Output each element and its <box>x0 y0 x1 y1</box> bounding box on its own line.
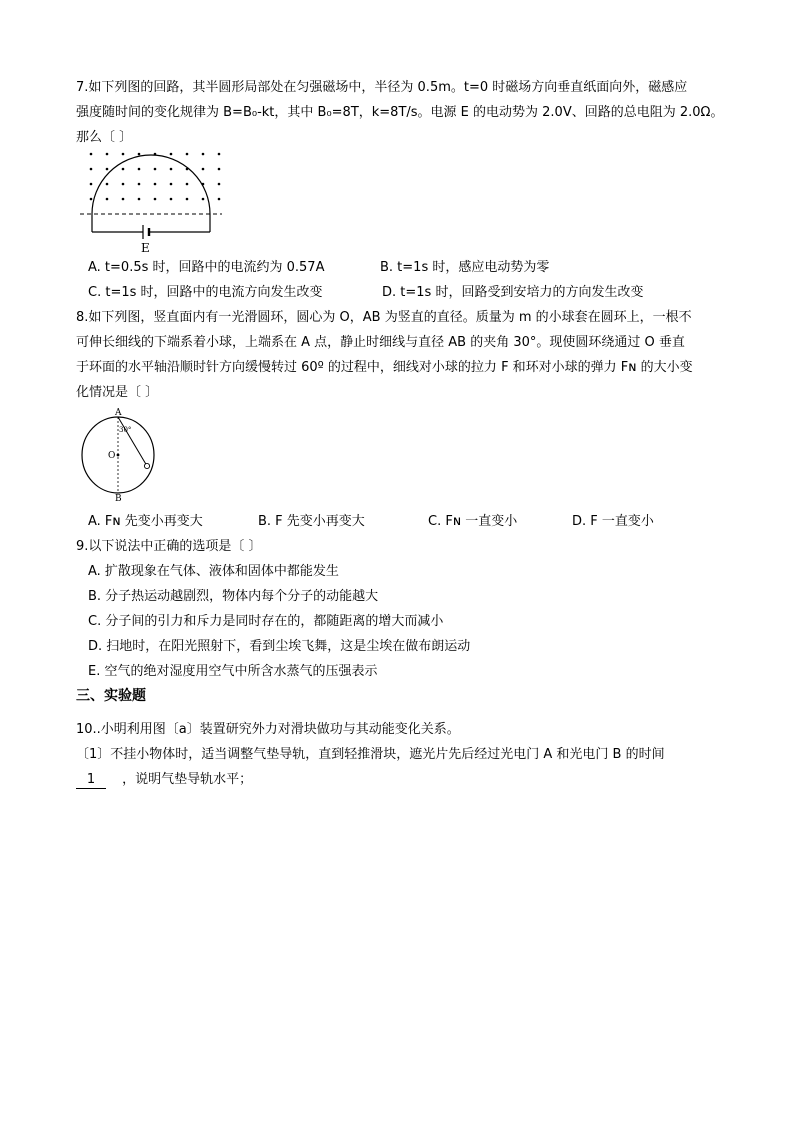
field-dot <box>122 168 125 171</box>
field-dot <box>170 198 173 201</box>
q8-option-a[interactable]: A. Fɴ 先变小再变大 <box>88 514 203 529</box>
field-dot <box>122 153 125 156</box>
q8-option-c[interactable]: C. Fɴ 一直变小 <box>428 514 518 529</box>
q9-option-d[interactable]: D. 扫地时，在阳光照射下，看到尘埃飞舞，这是尘埃在做布朗运动 <box>88 639 471 654</box>
field-dot <box>202 198 205 201</box>
q10-part-1-tail: ，说明气垫导轨水平； <box>122 772 253 787</box>
string <box>118 417 147 466</box>
field-dot <box>106 183 109 186</box>
field-dot <box>186 153 189 156</box>
center-point <box>117 454 120 457</box>
field-dot <box>106 198 109 201</box>
q9-stem: 9.以下说法中正确的选项是〔 〕 <box>76 539 262 554</box>
angle-label: 30° <box>119 426 132 434</box>
q7-figure <box>76 146 226 256</box>
section-title: 三、实验题 <box>76 688 146 704</box>
q7-line-3: 那么〔 〕 <box>76 130 133 145</box>
field-dot <box>186 183 189 186</box>
ball <box>144 463 149 468</box>
q8-line-4: 化情况是〔 〕 <box>76 385 159 400</box>
q8-option-d[interactable]: D. F 一直变小 <box>572 514 654 529</box>
q7-line-2: 强度随时间的变化规律为 B=B₀-kt，其中 B₀=8T，k=8T/s。电源 E 的电动势为 2.0V、回路的总电阻为 2.0Ω。 <box>76 105 724 120</box>
field-dot <box>138 198 141 201</box>
field-dot <box>90 198 93 201</box>
field-dot <box>154 198 157 201</box>
label-b: B <box>115 494 122 502</box>
field-dot <box>106 153 109 156</box>
q8-line-2: 可伸长细线的下端系着小球，上端系在 A 点，静止时细线与直径 AB 的夹角 30°。现使圆环绕通过 O 垂直 <box>76 335 685 350</box>
q7-option-c[interactable]: C. t=1s 时，回路中的电流方向发生改变 <box>88 285 323 300</box>
field-dot <box>106 168 109 171</box>
q9-option-e[interactable]: E. 空气的绝对湿度用空气中所含水蒸气的压强表示 <box>88 664 378 679</box>
field-dot <box>122 198 125 201</box>
q7-option-d[interactable]: D. t=1s 时，回路受到安培力的方向发生改变 <box>382 285 644 300</box>
field-dot <box>218 198 221 201</box>
label-o: O <box>108 451 116 461</box>
field-dot <box>90 183 93 186</box>
label-a: A <box>115 408 122 418</box>
q9-option-a[interactable]: A. 扩散现象在气体、液体和固体中都能发生 <box>88 564 339 579</box>
field-dot <box>186 198 189 201</box>
q7-option-a[interactable]: A. t=0.5s 时，回路中的电流约为 0.57A <box>88 260 325 275</box>
answer-blank-1[interactable]: 1 <box>76 772 106 789</box>
q9-option-b[interactable]: B. 分子热运动越剧烈，物体内每个分子的动能越大 <box>88 589 379 604</box>
field-dot <box>202 168 205 171</box>
q8-line-1: 8.如下列图，竖直面内有一光滑圆环，圆心为 O，AB 为竖直的直径。质量为 m 的小球套在圆环上，一根不 <box>76 310 692 325</box>
field-dot <box>90 153 93 156</box>
field-dot <box>170 168 173 171</box>
q10-part-1-continued <box>76 772 252 789</box>
field-dot <box>218 183 221 186</box>
field-dot <box>122 183 125 186</box>
field-dot <box>138 168 141 171</box>
field-dot <box>154 168 157 171</box>
field-dot <box>138 183 141 186</box>
field-dot <box>202 153 205 156</box>
q8-option-b[interactable]: B. F 先变小再变大 <box>258 514 365 529</box>
q8-line-3: 于环面的水平轴沿顺时针方向缓慢转过 60º 的过程中，细线对小球的拉力 F 和环对小球的弹力 Fɴ 的大小变 <box>76 360 693 375</box>
battery-label: E <box>141 241 150 255</box>
field-dot <box>138 153 141 156</box>
field-dot <box>218 153 221 156</box>
field-dot <box>170 183 173 186</box>
q7-line-1: 7.如下列图的回路，其半圆形局部处在匀强磁场中，半径为 0.5m。t=0 时磁场方向垂直纸面向外，磁感应 <box>76 80 688 95</box>
q10-part-1: 〔1〕不挂小物体时，适当调整气垫导轨，直到轻推滑块，遮光片先后经过光电门 A 和光电门 B 的时间 <box>76 747 665 762</box>
field-dot <box>90 168 93 171</box>
q8-figure <box>76 406 166 502</box>
q7-option-b[interactable]: B. t=1s 时，感应电动势为零 <box>380 260 550 275</box>
q9-option-c[interactable]: C. 分子间的引力和斥力是同时存在的，都随距离的增大而减小 <box>88 614 444 629</box>
magnetic-field-dots <box>90 153 221 201</box>
field-dot <box>170 153 173 156</box>
q10-stem: 10..小明利用图〔a〕装置研究外力对滑块做功与其动能变化关系。 <box>76 722 460 737</box>
semicircle-loop <box>92 155 210 214</box>
field-dot <box>154 183 157 186</box>
field-dot <box>218 168 221 171</box>
